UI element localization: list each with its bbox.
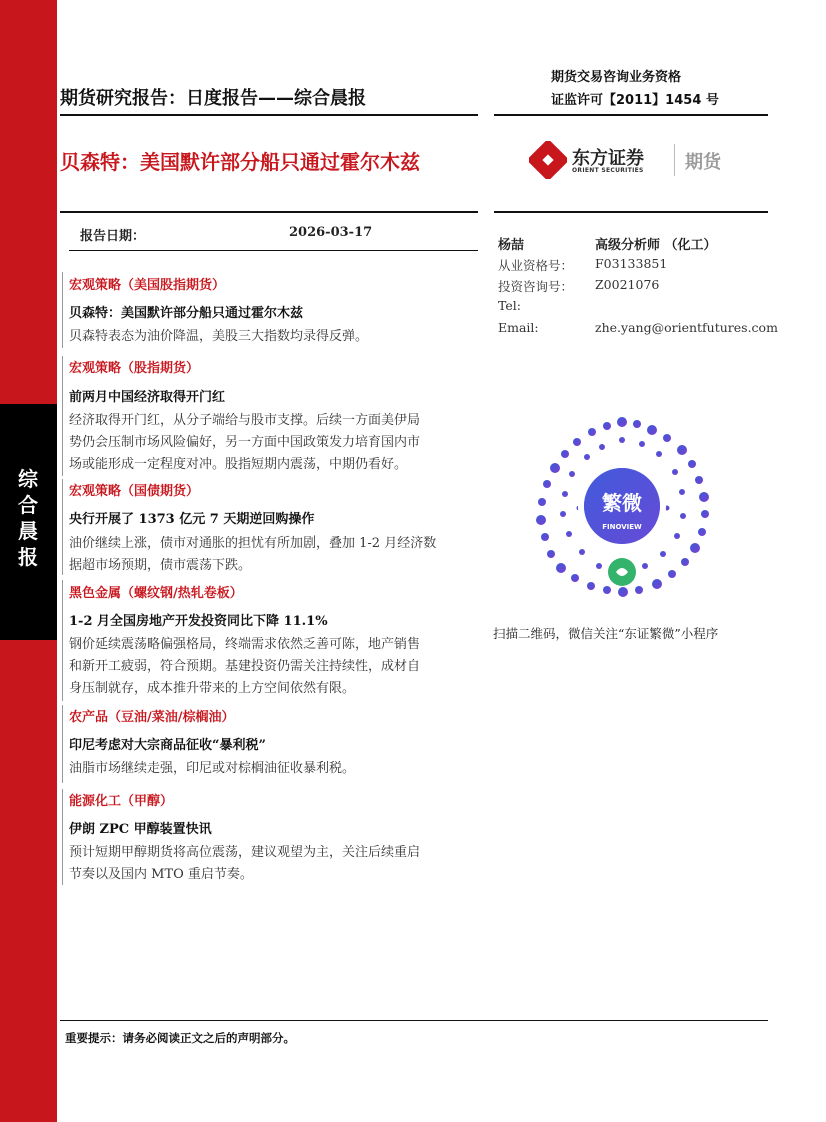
logo-division: 期货 — [685, 152, 721, 173]
news-line: 势仍会压制市场风险偏好，另一方面中国政策发力培育国内市 — [69, 435, 421, 450]
news-title: 1-2 月全国房地产开发投资同比下降 11.1% — [69, 614, 328, 629]
news-line: 预计短期甲醇期货将高位震荡，建议观望为主，关注后续重启 — [69, 845, 421, 860]
license-no-value: F03133851 — [595, 256, 668, 271]
news-body — [69, 533, 474, 577]
sidebar-tab-label — [0, 466, 57, 570]
license-line-1: 期货交易咨询业务资格 — [551, 70, 682, 85]
sidebar-char: 合 — [18, 493, 39, 517]
section-heading: 宏观策略（国债期货） — [69, 484, 200, 499]
sidebar-char: 晨 — [18, 519, 39, 543]
news-title: 前两月中国经济取得开门红 — [69, 390, 226, 405]
news-line: 场或能形成一定程度对冲。股指短期内震荡，中期仍看好。 — [69, 457, 408, 472]
news-body — [69, 842, 474, 886]
news-line: 身压制就存，成本推升带来的上方空间依然有限。 — [69, 681, 356, 696]
section-heading: 宏观策略（美国股指期货） — [69, 278, 226, 293]
news-line: 和新开工疲弱，符合预期。基建投资仍需关注持续性，成材自 — [69, 659, 421, 674]
news-line: 节奏以及国内 MTO 重启节奏。 — [69, 867, 253, 882]
date-rule-left — [60, 211, 478, 213]
report-date-value: 2026-03-17 — [289, 225, 373, 240]
logo-name-en: ORIENT SECURITIES — [572, 167, 644, 174]
news-line: 据超市场预期，债市震荡下跌。 — [69, 558, 252, 573]
news-title: 印尼考虑对大宗商品征收“暴利税” — [69, 738, 266, 753]
consult-no-value: Z0021076 — [595, 277, 660, 292]
page-title: 贝森特：美国默许部分船只通过霍尔木兹 — [60, 150, 420, 174]
section-rule — [62, 705, 63, 783]
header-rule-left — [60, 114, 478, 116]
section-heading: 能源化工（甲醇） — [69, 794, 174, 809]
logo-divider — [674, 144, 675, 176]
logo-mark-icon — [529, 141, 567, 179]
footer-note: 重要提示：请务必阅读正文之后的声明部分。 — [65, 1031, 295, 1045]
license-line-2: 证监许可【2011】1454 号 — [551, 93, 719, 108]
tel-label: Tel: — [498, 298, 521, 313]
report-type: 期货研究报告：日度报告——综合晨报 — [60, 88, 366, 109]
wechat-qr-code[interactable] — [527, 412, 717, 602]
date-underline — [69, 250, 478, 251]
news-line: 钢价延续震荡略偏强格局，终端需求依然乏善可陈，地产销售 — [69, 637, 421, 652]
company-logo — [529, 140, 739, 180]
section-rule — [62, 479, 63, 575]
section-rule — [62, 272, 63, 348]
news-title: 贝森特：美国默许部分船只通过霍尔木兹 — [69, 306, 304, 321]
license-no-label: 从业资格号： — [498, 258, 574, 273]
qr-center-subtext: FINOVIEW — [602, 523, 642, 531]
consult-no-label: 投资咨询号： — [498, 279, 574, 294]
section-rule — [62, 580, 63, 701]
qr-code-icon — [527, 412, 717, 602]
news-line: 油脂市场继续走强，印尼或对棕榈油征收暴利税。 — [69, 761, 356, 776]
news-body — [69, 634, 474, 700]
news-line: 贝森特表态为油价降温，美股三大指数均录得反弹。 — [69, 329, 369, 344]
report-date-label: 报告日期： — [80, 229, 146, 244]
section-heading: 农产品（豆油/菜油/棕榈油） — [69, 710, 235, 725]
section-rule — [62, 356, 63, 476]
footer-rule — [60, 1020, 768, 1021]
news-title: 伊朗 ZPC 甲醇装置快讯 — [69, 822, 212, 837]
news-title: 央行开展了 1373 亿元 7 天期逆回购操作 — [69, 512, 315, 527]
sidebar-char: 报 — [18, 545, 39, 569]
section-heading: 宏观策略（股指期货） — [69, 361, 200, 376]
news-body — [69, 326, 474, 348]
logo-name-cn: 东方证券 — [572, 148, 644, 169]
qr-caption: 扫描二维码，微信关注“东证繁微”小程序 — [493, 626, 719, 641]
analyst-name: 杨喆 — [498, 238, 525, 253]
email-link[interactable]: zhe.yang@orientfutures.com — [595, 320, 778, 335]
analyst-title: 高级分析师 （化工） — [595, 238, 717, 253]
date-rule-right — [494, 211, 768, 213]
news-body — [69, 758, 474, 780]
qr-center-text: 繁微 — [602, 491, 642, 515]
news-line: 经济取得开门红，从分子端给与股市支撑。后续一方面美伊局 — [69, 413, 421, 428]
section-heading: 黑色金属（螺纹钢/热轧卷板） — [69, 586, 243, 601]
news-body — [69, 410, 474, 476]
header-rule-right — [494, 114, 768, 116]
sidebar-char: 综 — [18, 467, 39, 491]
news-line: 油价继续上涨，债市对通胀的担忧有所加剧，叠加 1-2 月经济数 — [69, 536, 437, 551]
email-label: Email: — [498, 320, 539, 335]
section-rule — [62, 789, 63, 885]
